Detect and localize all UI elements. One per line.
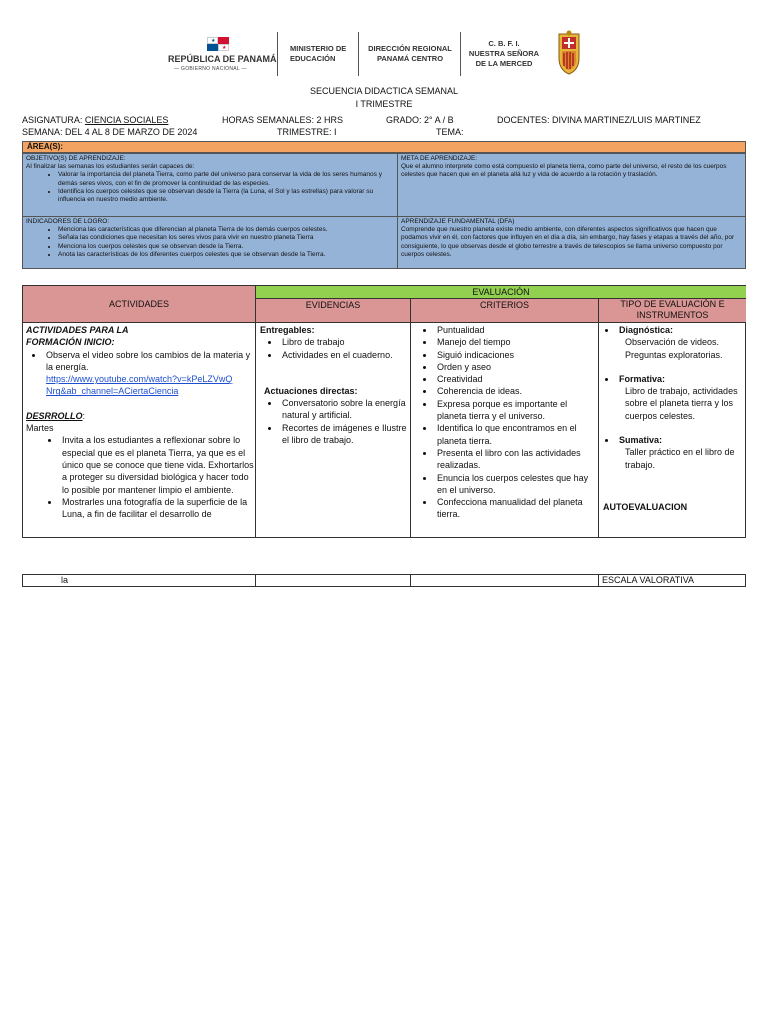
list-item: • Libro de trabajo: [280, 336, 409, 348]
list-item: • Identifica los cuerpos celestes que se observan desde la Tierra (la Luna, el Sol y las estrellas) para valorar su influencia en nuestro medio ambiente.: [58, 188, 394, 204]
week: SEMANA: DEL 4 AL 8 DE MARZO DE 2024: [22, 127, 198, 137]
learning-goal: META DE APRENDIZAJE: Que el alumno interprete como está compuesto el planeta tierra, como parte del universo, el resto de los cuerpos celestes que hacen que en el planeta allá luz y vida de acuerdo a la rotación y traslación.: [397, 153, 746, 217]
list-item: • Recortes de imágenes e Ilustre el libro de trabajo.: [280, 422, 409, 447]
subject-line: ASIGNATURA: CIENCIA SOCIALES: [22, 115, 169, 125]
list-item: • Actividades en el cuaderno.: [280, 349, 409, 361]
rating-scale: ESCALA VALORATIVA: [602, 575, 695, 585]
criteria-item: • Manejo del tiempo: [435, 336, 597, 348]
video-link[interactable]: https://www.youtube.com/watch?v=kPeLZVwQ: [46, 374, 233, 385]
trimester: TRIMESTRE: I: [277, 127, 337, 137]
list-item: • Anota las características de los diferentes cuerpos celestes que se observan desde la Tierra.: [58, 251, 394, 259]
criteria-header: CRITERIOS: [411, 299, 599, 323]
continuation-activities: la: [23, 575, 256, 586]
criteria-item: • Presenta el libro con las actividades realizadas.: [435, 447, 597, 472]
weekly-hours: HORAS SEMANALES: 2 HRS: [222, 115, 344, 125]
fundamental-learning: APRENDIZAJE FUNDAMENTAL (DFA) Comprende que nuestro planeta existe medio ambiente, con diferentes aspectos significativos que hacen que podamos vivir en él, con factores que influyen en el día a día, sin embargo, hay fases y etapas a través del año, por consiguiente, lo que observas desde el globo terrestre a través de telescopios se llama universo compuesto por cuerpos celestes.: [397, 216, 746, 269]
subject-value: CIENCIA SOCIALES: [84, 115, 169, 125]
school-shield-icon: [555, 30, 583, 76]
list-item: • Menciona los cuerpos celestes que se observan desde la Tierra.: [58, 243, 394, 251]
continuation-evidence: [256, 575, 411, 586]
criteria-content: [415, 324, 597, 536]
republic-logo: [150, 30, 275, 80]
formative-title: • Formativa:: [617, 373, 745, 385]
list-item: • Mostrarles una fotografía de la superficie de la Luna, a fin de facilitar el desarrollo de: [60, 496, 254, 521]
activities-content: ACTIVIDADES PARA LA FORMACIÓN INICIO: • Observa el video sobre los cambios de la materia y la energía. https://www.youtube.com/watch?v=kPeLZVwQ Nrg&ab_channel=ACiertaCiencia DESRROLLO: Martes • Invita a los estudiantes a reflexionar sobre lo especial que es el planeta Tierra, ya que es el único que se conoce que tiene vida. Exhortarlos a proteger su diversidad biológica y hacer todo lo posible por mantener limpio el ambiente. • Mostrarles una fotografía de la superficie de la Luna, a fin de facilitar el desarrollo de: [26, 324, 254, 536]
republic-title: REPÚBLICA DE PANAMÁ: [168, 54, 277, 64]
document-header: [150, 30, 620, 80]
ministry-name: MINISTERIO DE EDUCACIÓN: [290, 44, 347, 63]
school-name: C. B. F. I. NUESTRA SEÑORA DE LA MERCED: [468, 39, 540, 68]
area-header: ÁREA(S):: [22, 141, 746, 153]
evidence-content: Entregables: • Libro de trabajo • Actividades en el cuaderno. Actuaciones directas: • Conversatorio sobre la energía natural y artificial. • Recortes de imágenes e Ilustre el libro de trabajo.: [260, 324, 409, 536]
panama-flag-icon: ★ ★: [207, 37, 229, 51]
criteria-item: • Orden y aseo: [435, 361, 597, 373]
teachers: DOCENTES: DIVINA MARTINEZ/LUIS MARTINEZ: [497, 115, 701, 125]
criteria-item: • Confecciona manualidad del planeta tierra.: [435, 496, 597, 521]
self-evaluation: AUTOEVALUACION: [603, 501, 688, 512]
list-item: • Conversatorio sobre la energía natural y artificial.: [280, 397, 409, 422]
development-title: DESRROLLO: [26, 410, 83, 421]
criteria-item: • Identifica lo que encontramos en el planeta tierra.: [435, 422, 597, 447]
grade: GRADO: 2° A / B: [386, 115, 454, 125]
list-item: • Observa el video sobre los cambios de la materia y la energía. https://www.youtube.com/watch?v=kPeLZVwQ Nrg&ab_channel=ACiertaCiencia: [44, 349, 254, 398]
list-item: • Valorar la importancia del planeta Tierra, como parte del universo para conservar la vida de los seres humanos y demás seres vivos, con el fin de promover la continuidad de las especies.: [58, 171, 394, 187]
achievement-indicators: INDICADORES DE LOGRO: • Menciona las características que diferencian al planeta Tierra de los demás cuerpos celestes. • Señala las condiciones que necesitan los seres vivos para vivir en nuestro planeta Tierra • Menciona los cuerpos celestes que se observan desde la Tierra. • Anota las características de los diferentes cuerpos celestes que se observan desde la Tierra.: [22, 216, 398, 269]
regional-direction: DIRECCIÓN REGIONAL PANAMÁ CENTRO: [368, 44, 452, 63]
diagnostic-text: Observación de videos. Preguntas exploratorias.: [625, 337, 723, 360]
day-label: Martes: [26, 423, 54, 434]
list-item: • Invita a los estudiantes a reflexionar sobre lo especial que es el planeta Tierra, ya que es el único que se conoce que tiene vida. Exhortarlos a proteger su diversidad biológica y hacer todo lo posible por mantener limpio el ambiente.: [60, 434, 254, 495]
header-divider: [460, 32, 461, 76]
diagnostic-title: • Diagnóstica:: [617, 324, 745, 336]
republic-subtitle: — GOBIERNO NACIONAL —: [174, 66, 247, 72]
document-title: SECUENCIA DIDACTICA SEMANAL: [309, 86, 459, 96]
list-item: • Señala las condiciones que necesitan los seres vivos para vivir en nuestro planeta Tierra: [58, 234, 394, 242]
summative-text: Taller práctico en el libro de trabajo.: [625, 447, 735, 470]
criteria-item: • Puntualidad: [435, 324, 597, 336]
document-term: I TRIMESTRE: [355, 99, 413, 109]
criteria-item: • Coherencia de ideas.: [435, 385, 597, 397]
evaluation-header: EVALUACIÓN: [256, 286, 746, 299]
criteria-item: • Siguió indicaciones: [435, 349, 597, 361]
formative-text: Libro de trabajo, actividades sobre el planeta tierra y los cuerpos celestes.: [625, 386, 738, 421]
evaluation-table: [22, 285, 746, 538]
continuation-row: [22, 574, 746, 587]
evaluation-type-header: TIPO DE EVALUACIÓN E INSTRUMENTOS: [599, 299, 746, 323]
criteria-item: • Expresa porque es importante el planeta tierra y el universo.: [435, 398, 597, 423]
criteria-item: • Enuncia los cuerpos celestes que hay en el universo.: [435, 472, 597, 497]
summative-title: • Sumativa:: [617, 434, 745, 446]
video-link-continued[interactable]: Nrg&ab_channel=ACiertaCiencia: [46, 386, 179, 397]
evaluation-type-content: [603, 324, 745, 536]
learning-objectives: OBJETIVO(S) DE APRENDIZAJE: Al finalizar las semanas los estudiantes serán capaces de: • Valorar la importancia del planeta Tierra, como parte del universo para conservar la vida de los seres humanos y demás seres vivos, con el fin de promover la continuidad de las especies. • Identifica los cuerpos celestes que se observan desde la Tierra (la Luna, el Sol y las estrellas) para valorar su influencia en nuestro medio ambiente.: [22, 153, 398, 217]
header-divider: [358, 32, 359, 76]
list-item: • Menciona las características que diferencian al planeta Tierra de los demás cuerpos celestes.: [58, 226, 394, 234]
evidence-header: EVIDENCIAS: [256, 299, 411, 323]
continuation-criteria: [411, 575, 599, 586]
header-divider: [277, 32, 278, 76]
topic: TEMA:: [436, 127, 464, 137]
activities-header: ACTIVIDADES: [23, 286, 256, 323]
criteria-item: • Creatividad: [435, 373, 597, 385]
